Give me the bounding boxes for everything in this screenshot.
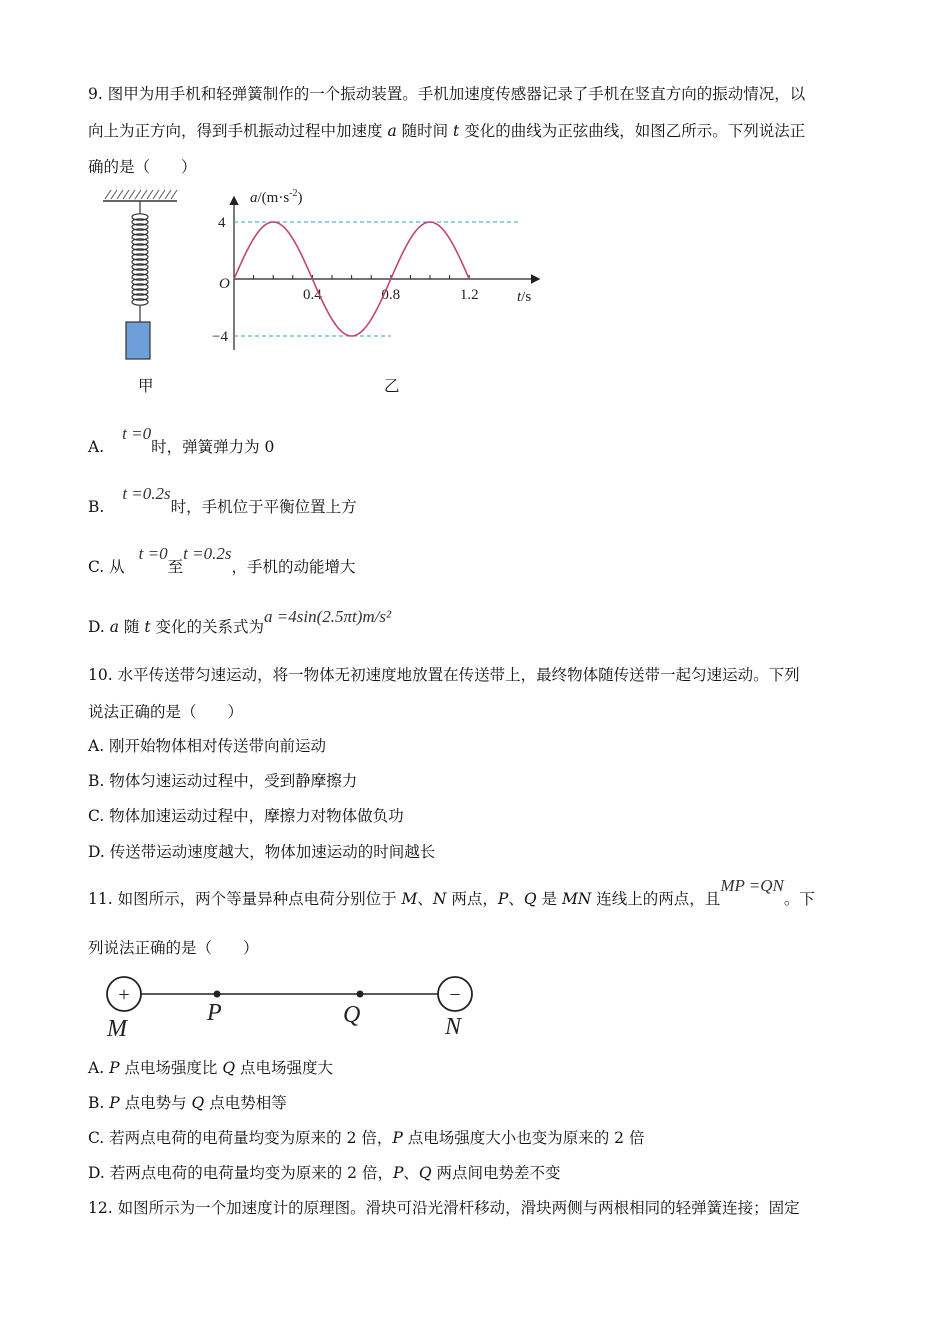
point-charges-figure: [100, 972, 480, 1044]
label-p: P: [207, 1000, 222, 1026]
q9-stem-line1: 9. 图甲为用手机和轻弹簧制作的一个振动装置。手机加速度传感器记录了手机在竖直方向的振动情况，以: [88, 85, 806, 103]
plus-sign: +: [118, 984, 130, 1006]
spring-coils: [132, 214, 148, 305]
q10-stem-line1: 10. 水平传送带匀速运动，将一物体无初速度地放置在传送带上，最终物体随传送带一起匀速运动。下列: [88, 666, 800, 684]
y-tick-label: −4: [212, 329, 228, 345]
figure-caption-jia: 甲: [138, 377, 154, 395]
q9-stem-line2: 向上为正方向，得到手机振动过程中加速度 a 随时间 t 变化的曲线为正弦曲线，如图乙所示。下列说法正: [88, 122, 806, 140]
label-q: Q: [343, 1002, 361, 1028]
q11-stem-line1: 11. 如图所示，两个等量异种点电荷分别位于 M、N 两点，P、Q 是 MN 连线上的两点，且MP =QN。下: [88, 876, 815, 908]
q9-stem-line3: 确的是（ ）: [88, 158, 197, 176]
q10-option-c: C. 物体加速运动过程中，摩擦力对物体做负功: [88, 807, 404, 825]
point-q: [357, 991, 364, 998]
point-p: [214, 991, 221, 998]
q9-option-a: A.t =0时，弹簧弹力为 0: [88, 424, 275, 456]
q10-stem-line2: 说法正确的是（ ）: [88, 703, 244, 721]
q11-option-b: B. P 点电势与 Q 点电势相等: [88, 1094, 287, 1112]
label-m: M: [107, 1016, 127, 1042]
y-tick-label: 4: [218, 215, 226, 231]
q10-option-d: D. 传送带运动速度越大，物体加速运动的时间越长: [88, 843, 436, 861]
minus-sign: −: [449, 984, 461, 1006]
q10-option-b: B. 物体匀速运动过程中，受到静摩擦力: [88, 772, 358, 790]
q12-stem-line1: 12. 如图所示为一个加速度计的原理图。滑块可沿光滑杆移动，滑块两侧与两根相同的轻弹簧连接；固定: [88, 1199, 800, 1217]
label-n: N: [445, 1014, 462, 1040]
origin-label: O: [219, 276, 230, 292]
q10-option-a: A. 刚开始物体相对传送带向前运动: [88, 737, 327, 755]
x-tick-label: 1.2: [459, 287, 479, 303]
figure-caption-yi: 乙: [384, 377, 400, 395]
q9-option-d: D. a 随 t 变化的关系式为a =4sin(2.5πt)m/s²: [88, 607, 392, 636]
phone-block: [126, 322, 150, 359]
q11-stem-line2: 列说法正确的是（ ）: [88, 939, 259, 957]
y-axis-label: $a/(m\cdot s^{-2})$: [250, 188, 303, 206]
spring-phone-figure: [95, 188, 185, 400]
acceleration-time-chart: [205, 182, 550, 360]
q11-option-d: D. 若两点电荷的电荷量均变为原来的 2 倍，P、Q 两点间电势差不变: [88, 1164, 561, 1182]
q11-option-c: C. 若两点电荷的电荷量均变为原来的 2 倍，P 点电场强度大小也变为原来的 2 倍: [88, 1129, 645, 1147]
x-tick-label: 0.4: [303, 287, 322, 303]
x-axis-label: t/s: [517, 289, 532, 305]
x-tick-label: 0.8: [381, 287, 401, 303]
q9-option-b: B.t =0.2s时，手机位于平衡位置上方: [88, 484, 357, 516]
q11-option-a: A. P 点电场强度比 Q 点电场强度大: [88, 1059, 334, 1077]
q9-option-c: C. 从t =0至t =0.2s，手机的动能增大: [88, 544, 356, 576]
